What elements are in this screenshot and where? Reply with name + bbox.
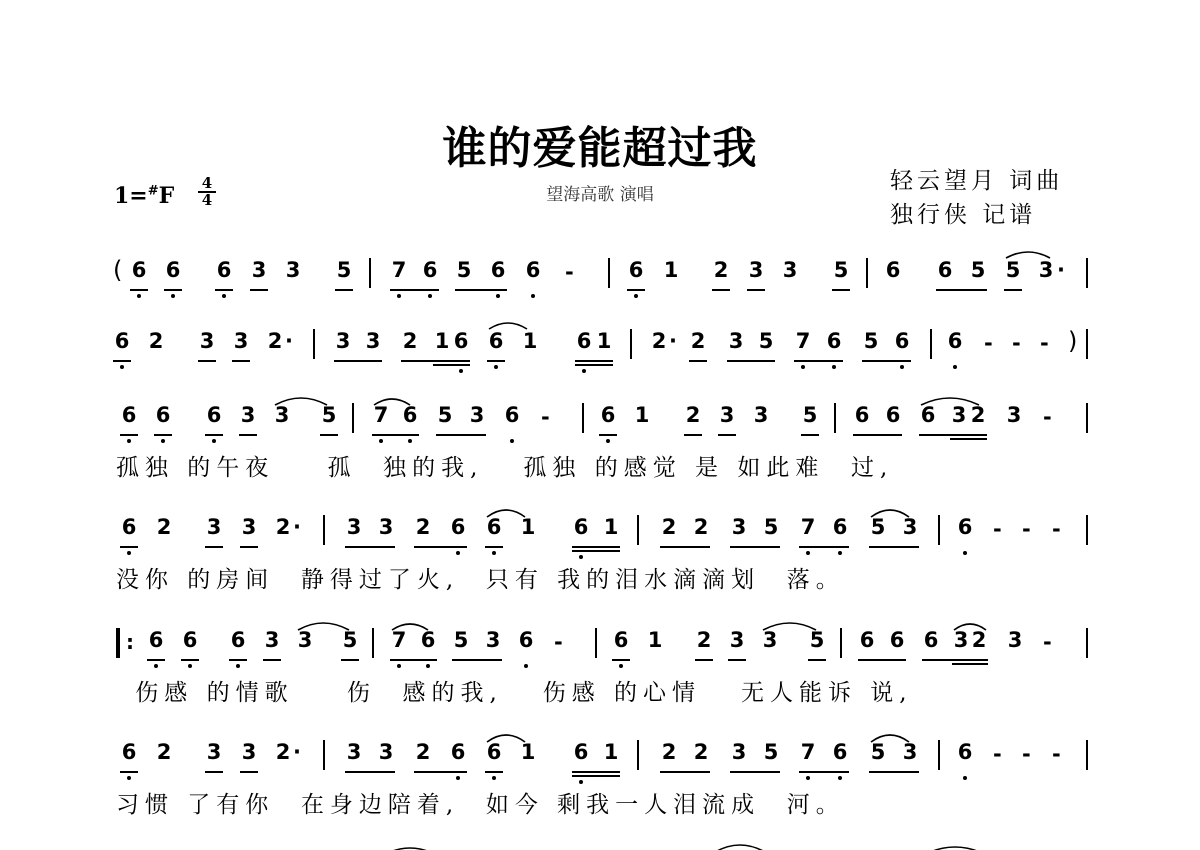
time-signature: $\frac{4}{4}$: [198, 176, 216, 208]
lyrics-line: 没你 的房间 静得过了火, 只有 我的泪水滴滴划 落。: [116, 567, 845, 593]
notation-row: : 6 6 6 3 3 5 7 6 5 3 6 - 6 1 2 3 3 5 6 6 6 3 2 3 -: [0, 622, 1200, 662]
notation-row: 6 6 6 3 3 5 7 6 5 3 6 - 6 1 2 3 3 5 6 6 6 3 2 3 -: [0, 397, 1200, 437]
notation-row: 6 2 3 3 2 · 3 3 2 6 6 1 6 1 2 2 3 5 7 6 5 3 6 - - -: [0, 509, 1200, 549]
notation-row: 6 2 3 3 2 · 3 3 2 1 6 6 1 6 1 2 · 2 3 5 7 6 5 6 6 - - - ): [0, 323, 1200, 363]
performer-credit: 望海高歌 演唱: [546, 185, 654, 205]
key-signature: 1=#F: [114, 183, 175, 209]
notation-row: 6 2 3 3 2 · 3 3 2 6 6 1 6 1 2 2 3 5 7 6 5 3 6 - - -: [0, 734, 1200, 774]
composer-credit: 轻云望月 词曲: [890, 168, 1064, 194]
lyrics-line: 习惯 了有你 在身边陪着, 如今 剩我一人泪流成 河。: [116, 792, 845, 818]
lyrics-line: 孤独 的午夜 孤 独的我, 孤独 的感觉 是 如此难 过,: [116, 455, 894, 481]
notation-row: ( 6 6 6 3 3 5 7 6 5 6 6 - 6 1 2 3 3 5 6 6 5 5 3 ·: [0, 252, 1200, 292]
lyrics-line: 伤感 的情歌 伤 感的我, 伤感 的心情 无人能诉 说,: [122, 680, 913, 706]
transcriber-credit: 独行侠 记谱: [890, 202, 1037, 228]
score-title: 谁的爱能超过我: [442, 123, 758, 174]
